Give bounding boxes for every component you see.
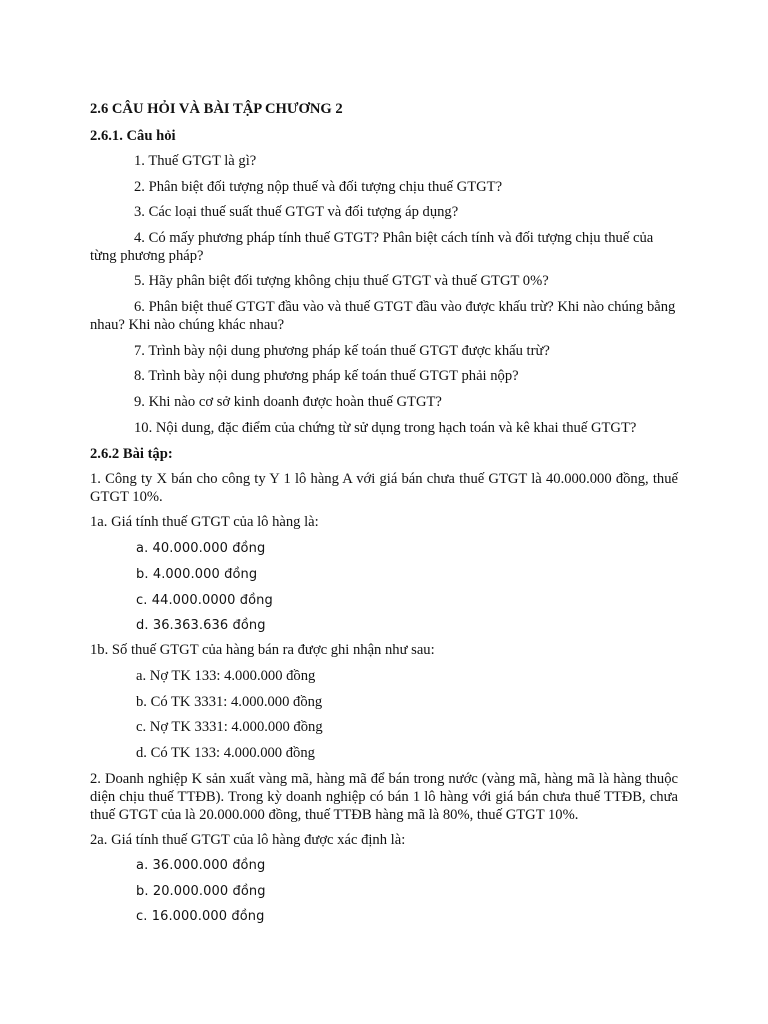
question-item: 6. Phân biệt thuế GTGT đầu vào và thuế GTGT đầu vào được khấu trừ? Khi nào chúng bằng nhau? Khi nào chúng khác nhau?	[90, 299, 676, 333]
answer-option: b. 20.000.000 đồng	[136, 884, 266, 899]
exercises-heading: 2.6.2 Bài tập:	[90, 446, 173, 462]
question-item: 4. Có mấy phương pháp tính thuế GTGT? Phân biệt cách tính và đối tượng chịu thuế của từng phương pháp?	[90, 230, 654, 264]
answer-option: b. Có TK 3331: 4.000.000 đồng	[136, 694, 323, 710]
answer-option: b. 4.000.000 đồng	[136, 567, 258, 582]
answer-option: a. 40.000.000 đồng	[136, 541, 266, 556]
exercise-1a-question: 1a. Giá tính thuế GTGT của lô hàng là:	[90, 514, 319, 530]
exercise-2a-question: 2a. Giá tính thuế GTGT của lô hàng được xác định là:	[90, 832, 406, 848]
questions-heading: 2.6.1. Câu hỏi	[90, 128, 176, 144]
question-item: 5. Hãy phân biệt đối tượng không chịu thuế GTGT và thuế GTGT 0%?	[134, 273, 549, 289]
question-item: 7. Trình bày nội dung phương pháp kế toán thuế GTGT được khấu trừ?	[134, 343, 550, 359]
question-item: 10. Nội dung, đặc điểm của chứng từ sử dụng trong hạch toán và kê khai thuế GTGT?	[134, 420, 637, 436]
section-title: 2.6 CÂU HỎI VÀ BÀI TẬP CHƯƠNG 2	[90, 101, 343, 117]
question-item: 8. Trình bày nội dung phương pháp kế toán thuế GTGT phải nộp?	[134, 368, 519, 384]
answer-option: a. 36.000.000 đồng	[136, 858, 266, 873]
question-item: 2. Phân biệt đối tượng nộp thuế và đối tượng chịu thuế GTGT?	[134, 179, 503, 195]
question-item: 3. Các loại thuế suất thuế GTGT và đối tượng áp dụng?	[134, 204, 459, 220]
answer-option: a. Nợ TK 133: 4.000.000 đồng	[136, 668, 316, 684]
answer-option: c. Nợ TK 3331: 4.000.000 đồng	[136, 719, 323, 735]
question-item: 1. Thuế GTGT là gì?	[134, 153, 257, 169]
exercise-2-text: 2. Doanh nghiệp K sản xuất vàng mã, hàng mã để bán trong nước (vàng mã, hàng mã là hàng thuộc diện chịu thuế TTĐB). Trong kỳ doanh nghiệp có bán 1 lô hàng với giá bán chưa thuế TTĐB, chưa thuế GTGT của là 20.000.000 đồng, thuế TTĐB hàng mã là 80%, thuế GTGT 10%.	[90, 771, 678, 823]
exercise-1b-question: 1b. Số thuế GTGT của hàng bán ra được ghi nhận như sau:	[90, 642, 435, 658]
answer-option: c. 44.000.0000 đồng	[136, 593, 273, 608]
answer-option: d. Có TK 133: 4.000.000 đồng	[136, 745, 315, 761]
answer-option: c. 16.000.000 đồng	[136, 909, 265, 924]
answer-option: d. 36.363.636 đồng	[136, 618, 266, 633]
exercise-1-text: 1. Công ty X bán cho công ty Y 1 lô hàng A với giá bán chưa thuế GTGT là 40.000.000 đồng, thuế GTGT 10%.	[90, 471, 678, 505]
question-item: 9. Khi nào cơ sở kinh doanh được hoàn thuế GTGT?	[134, 394, 442, 410]
